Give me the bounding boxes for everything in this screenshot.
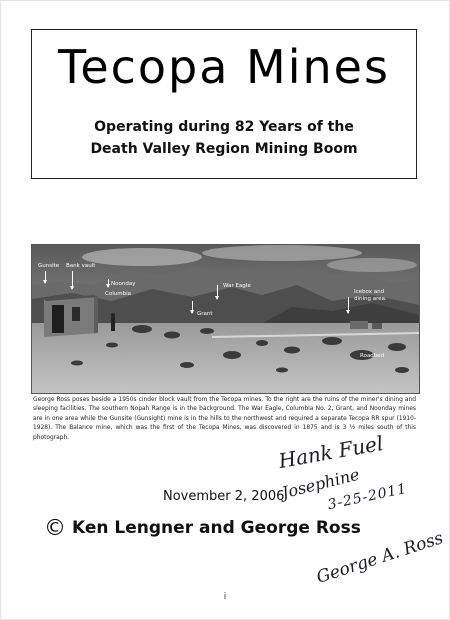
page-number: i (223, 592, 227, 602)
label-gunsite: Gunsite (38, 263, 60, 269)
page-title: Tecopa Mines (58, 40, 390, 94)
label-grant: Grant (197, 311, 213, 317)
copyright-symbol: © (44, 516, 66, 541)
label-icebox: Icebox and (354, 289, 385, 295)
arrow-grant-icon (192, 301, 193, 313)
signature-date: 3-25-2011 (326, 480, 409, 514)
copyright-authors: Ken Lengner and George Ross (72, 518, 361, 538)
title-box (31, 29, 417, 179)
signature-george-ross: George A. Ross (314, 528, 446, 588)
subtitle-line-2: Death Valley Region Mining Boom (90, 141, 358, 157)
label-war-eagle: War Eagle (223, 283, 251, 289)
publication-date: November 2, 2006 (163, 489, 285, 504)
signature-josephine: Josephine (279, 464, 362, 503)
copyright-line (44, 516, 361, 541)
label-columbia: Columbia (105, 291, 131, 297)
label-dining-area: dining area. (354, 296, 387, 302)
arrow-bank-vault-icon (72, 271, 73, 289)
label-roadbed: Roadbed (360, 353, 385, 359)
subtitle-line-1: Operating during 82 Years of the (94, 119, 354, 135)
signature-hank: Hank Fuel (276, 431, 385, 473)
photo-caption: George Ross poses beside a 1950s cinder block vault from the Tecopa mines. To the right are the ruins of the miner's dining and sleeping facilities. The southern Nopah Range is in the background. The War Eagle, Columbia No. 2, Grant, and Noonday mines are in one area while the Gunsite (Gunsight) mine is in the hills to the northwest and required a separate Tecopa RR spur (1910-1928). The Balance mine, which was the first of the Tecopa Mines, was discovered in 1875 and is 3 ½ miles south of this photograph. (33, 397, 416, 441)
arrow-icebox-icon (348, 297, 349, 313)
label-bank-vault: Bank vault (66, 263, 96, 269)
arrow-gunsite-icon (45, 271, 46, 283)
mine-photograph (31, 244, 420, 394)
label-noonday: Noonday (111, 281, 136, 287)
arrow-noonday-icon (108, 279, 109, 287)
arrow-war-eagle-icon (217, 285, 218, 299)
